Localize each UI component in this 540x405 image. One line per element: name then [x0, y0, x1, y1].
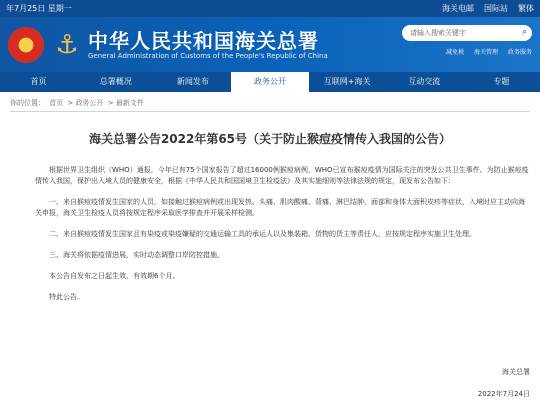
top-link-email[interactable]: 海关电邮	[442, 4, 474, 13]
article-paragraph-1: 根据世界卫生组织（WHO）通报，今年已有75个国家报告了超过16000例猴痘病例，WHO已宣布猴痘疫情为国际关注的突发公共卫生事件。为防止猴痘疫情传入我国，保护出入境人员的健康安全，根据《中华人民共和国国境卫生检疫法》及其实施细则等法律法规的规定，现发布公告如下：	[35, 166, 529, 185]
article-title: 海关总署公告2022年第65号（关于防止猴痘疫情传入我国的公告）	[88, 132, 452, 146]
shortcut-service[interactable]	[508, 47, 532, 56]
customs-logo-icon: ⚓	[55, 29, 79, 60]
site-title	[88, 30, 328, 60]
article-signature: 海关总署	[502, 368, 530, 376]
nav-interaction[interactable]: 互动交流	[408, 77, 441, 86]
breadcrumb-prefix: 你的位置：	[10, 99, 45, 107]
main-nav	[0, 72, 540, 92]
search-input[interactable]	[402, 25, 532, 41]
article-body	[0, 165, 540, 303]
breadcrumb: 你的位置： 首页 > 政务公开 > 最新文件	[10, 99, 144, 107]
search-icon[interactable]: ⌕	[521, 27, 527, 37]
top-link-international[interactable]: 国际站	[484, 4, 508, 13]
breadcrumb-home[interactable]: 首页	[49, 99, 64, 107]
breadcrumb-latest[interactable]: 最新文件	[115, 99, 144, 107]
management-label: 海关管理	[473, 49, 498, 56]
shortcut-management[interactable]	[474, 47, 498, 56]
search-placeholder: 请输入搜索关键字	[410, 29, 466, 37]
nav-topics[interactable]: 专题	[493, 77, 510, 86]
nav-home[interactable]: 首页	[30, 77, 47, 86]
top-link-traditional[interactable]: 繁体	[518, 4, 534, 13]
article-paragraph-4: 三、海关将依据疫情进展，实时动态调整口岸防控措施。	[49, 251, 224, 259]
national-emblem-icon: ★	[8, 27, 44, 63]
site-title-cn: 中华人民共和国海关总署	[88, 28, 319, 53]
nav-overview[interactable]: 总署概况	[99, 77, 132, 86]
top-links	[442, 3, 534, 14]
article-paragraph-6: 特此公告。	[49, 293, 84, 301]
breadcrumb-public[interactable]: 政务公开	[75, 99, 104, 107]
shortcut-tax[interactable]	[446, 47, 464, 56]
date-text: 年7月25日 星期一	[6, 4, 72, 13]
site-title-en: General Administration of Customs of the People's Republic of China	[88, 51, 328, 60]
article-date: 2022年7月24日	[477, 390, 530, 398]
divider	[10, 111, 530, 112]
article-paragraph-3: 二、来自猴痘疫情发生国家且有染疫或染疫嫌疑的交通运输工具的承运人以及集装箱、货物的货主等责任人，应按规定程序实施卫生处理。	[49, 230, 476, 238]
nav-public-affairs[interactable]: 政务公开	[231, 72, 308, 92]
site-header	[0, 17, 540, 72]
service-label: 政务服务	[507, 49, 532, 56]
tax-label: 减免税	[445, 49, 464, 56]
header-shortcuts	[446, 47, 532, 56]
nav-news[interactable]: 新闻发布	[176, 77, 209, 86]
nav-internet-customs[interactable]: 互联网+海关	[323, 77, 371, 86]
article-paragraph-2: 一、来自猴痘疫情发生国家的人员，如接触过猴痘病例或出现发热、头痛、肌肉酸痛、背痛、淋巴结肿、面部和身体大面积皮疹等症状，入境时应主动向海关申报，海关卫生检疫人员将按规定程序采取医学排查并开展采样检测。	[35, 198, 525, 217]
top-bar	[0, 0, 540, 17]
article-paragraph-5: 本公告自发布之日起生效，有效期6个月。	[49, 272, 180, 280]
